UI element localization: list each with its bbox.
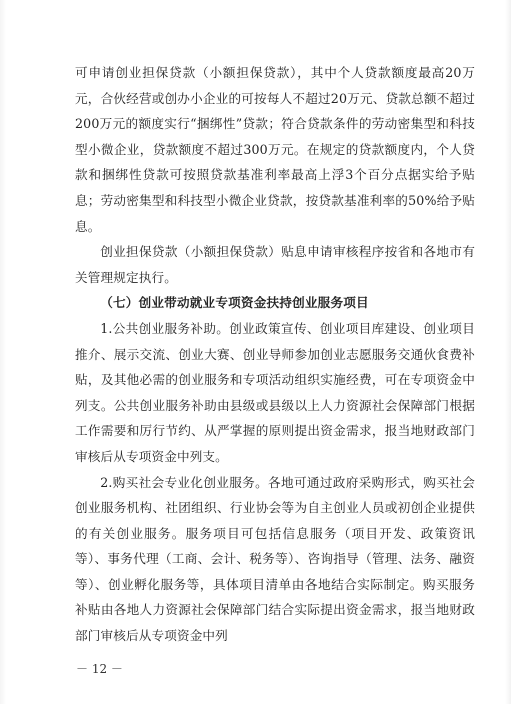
list-item-public-service-subsidy: 1.公共创业服务补助。创业政策宣传、创业项目库建设、创业项目推介、展示交流、创业大赛、创业导师参加创业志愿服务交通伙食费补贴，及其他必需的创业服务和专项活动组织实施经费，可在专项资金中列支。公共创业服务补助由县级或县级以上人力资源社会保障部门根据工作需要和厉行节约、从严掌握的原则提出资金需求，报当地财政部门审核后从专项资金中列支。 [75,320,475,464]
page-number: － 12 － [76,662,123,676]
list-item-purchase-services: 2.购买社会专业化创业服务。各地可通过政府采购形式，购买社会创业服务机构、社团组织、行业协会等为自主创业人员或初创企业提供的有关创业服务。服务项目可包括信息服务（项目开发、政策资讯等）、事务代理（工商、会计、税务等）、咨询指导（管理、法务、融资等）、创业孵化服务等，具体项目清单由各地结合实际制定。购买服务补贴由各地人力资源社会保障部门结合实际提出资金需求，报当地财政部门审核后从专项资金中列 [75,474,475,644]
document-body [75,60,475,649]
section-heading: （七）创业带动就业专项资金扶持创业服务项目 [100,295,369,311]
paragraph-interest-review: 创业担保贷款（小额担保贷款）贴息申请审核程序按省和各地市有关管理规定执行。 [75,244,475,285]
paragraph-loan-amounts: 可申请创业担保贷款（小额担保贷款），其中个人贷款额度最高20万元，合伙经营或创办小企业的可按每人不超过20万元、贷款总额不超过200万元的额度实行“捆绑性”贷款；符合贷款条件的劳动密集型和科技型小微企业，贷款额度不超过300万元。在规定的贷款额度内，个人贷款和捆绑性贷款可按照贷款基准利率最高上浮3个百分点据实给予贴息；劳动密集型和科技型小微企业贷款，按贷款基准利率的50%给予贴息。 [75,65,475,234]
